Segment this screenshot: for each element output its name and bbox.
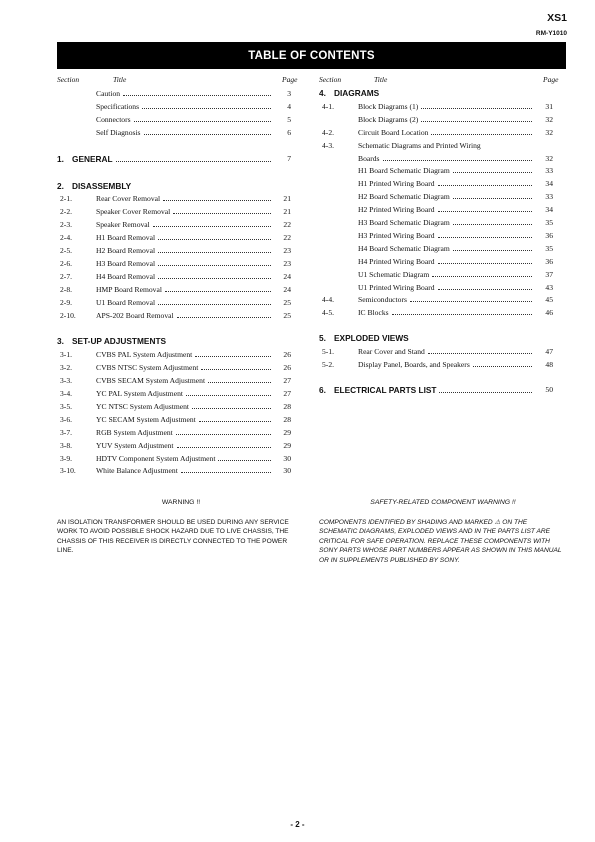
page-number-cell: 46	[545, 308, 553, 318]
dot-leader	[176, 428, 271, 435]
page-number-cell: 48	[545, 360, 553, 369]
subsection-number: 3-4.	[60, 389, 73, 398]
toc-entry-title: Speaker Cover Removal	[96, 207, 171, 217]
toc-entry-title: Rear Cover and Stand	[358, 347, 425, 357]
subsection-number: 2-10.	[60, 310, 76, 320]
dot-leader	[473, 360, 532, 367]
subsection-number: 2-5.	[60, 246, 73, 255]
toc-entry-title: Caution	[96, 89, 121, 98]
subsection-number: 5-2.	[322, 360, 335, 369]
toc-entry-title: H4 Board Removal	[96, 271, 156, 281]
dot-leader	[438, 205, 532, 212]
page-number-cell: 26	[283, 363, 291, 373]
subsection-number: 3-6.	[60, 414, 73, 424]
page-number-cell: 30	[283, 466, 291, 476]
right-section-header: Section	[319, 75, 342, 84]
page-number-cell: 4	[287, 101, 291, 111]
page-number-cell: 31	[545, 101, 553, 111]
subsection-number: 3-10.	[60, 466, 76, 476]
toc-entry-title: H3 Printed Wiring Board	[358, 230, 435, 240]
dot-leader	[218, 454, 271, 461]
page-number-cell: 6	[287, 127, 291, 137]
toc-entry-title: H2 Printed Wiring Board	[358, 205, 435, 215]
subsection-number: 3-8.	[60, 440, 73, 450]
dot-leader	[432, 270, 532, 277]
page-number-cell: 43	[545, 282, 553, 292]
section-number: 5.	[319, 333, 326, 344]
section-heading: GENERAL	[72, 153, 113, 164]
page-number-cell: 32	[545, 114, 553, 124]
toc-entry-title: H4 Printed Wiring Board	[358, 256, 435, 266]
dot-leader	[192, 402, 271, 409]
toc-entry-title: YC PAL System Adjustment	[96, 389, 183, 398]
page-number-cell: 24	[283, 284, 291, 294]
page-number-cell: 29	[283, 427, 291, 437]
right-page-header: Page	[543, 75, 559, 84]
toc-entry-title: Rear Cover Removal	[96, 194, 161, 204]
dot-leader	[431, 128, 532, 135]
page-number: - 2 -	[290, 820, 305, 829]
toc-entry-title: YC NTSC System Adjustment	[96, 401, 190, 411]
dot-leader	[392, 308, 532, 315]
subsection-number: 2-2.	[60, 207, 73, 217]
subsection-number: 4-5.	[322, 308, 335, 318]
page-number-cell: 24	[283, 271, 291, 281]
toc-entry-title: H2 Board Schematic Diagram	[358, 192, 450, 202]
toc-entry-title: H1 Printed Wiring Board	[358, 179, 435, 189]
page-number-cell: 36	[545, 256, 553, 266]
dot-leader	[134, 115, 271, 122]
toc-entry-title: CVBS SECAM System Adjustment	[96, 376, 206, 386]
page-number-cell: 27	[283, 389, 291, 398]
toc-entry-title: IC Blocks	[358, 308, 389, 318]
toc-entry-title: H2 Board Removal	[96, 246, 156, 255]
dot-leader	[158, 298, 271, 305]
toc-entry-title: Speaker Removal	[96, 220, 150, 230]
toc-entry-title: RGB System Adjustment	[96, 427, 173, 437]
toc-entry-title: Schematic Diagrams and Printed Wiring	[358, 140, 481, 150]
page-number-cell: 37	[545, 269, 553, 279]
page-number-cell: 26	[283, 350, 291, 360]
dot-leader	[116, 155, 271, 162]
dot-leader	[453, 244, 532, 251]
subsection-number: 4-4.	[322, 295, 335, 305]
section-number: 3.	[57, 336, 64, 347]
subsection-number: 5-1.	[322, 347, 335, 357]
page-number-cell: 28	[283, 401, 291, 411]
toc-entry-title: HMP Board Removal	[96, 284, 162, 294]
page-number-cell: 27	[283, 376, 291, 386]
toc-entry-title: H3 Board Schematic Diagram	[358, 218, 450, 227]
page-number-cell: 33	[545, 166, 553, 176]
subsection-number: 2-9.	[60, 297, 73, 307]
page-number-cell: 23	[283, 246, 291, 255]
toc-entry-title: U1 Schematic Diagram	[358, 269, 430, 279]
toc-entry-title: HDTV Component System Adjustment	[96, 453, 216, 463]
safety-warning-text: COMPONENTS IDENTIFIED BY SHADING AND MARKED ⚠ ON THE SCHEMATIC DIAGRAMS, EXPLODED VIEWS AND IN THE PARTS LIST ARE CRITICAL FOR SAFE OPERATION. REPLACE THESE COMPONENTS WITH SONY PARTS WHOSE PART NUMBERS APPEAR AS SHOWN IN THIS MANUAL OR IN SUPPLEMENTS PUBLISHED BY SONY.	[319, 519, 562, 564]
section-heading: DIAGRAMS	[334, 88, 380, 98]
dot-leader	[123, 89, 271, 96]
dot-leader	[438, 179, 532, 186]
toc-entry-title: H4 Board Schematic Diagram	[358, 243, 450, 253]
section-heading: ELECTRICAL PARTS LIST	[334, 384, 437, 395]
page-number-cell: 25	[283, 297, 291, 307]
subsection-number: 3-2.	[60, 363, 73, 373]
page-number-cell: 45	[545, 295, 553, 305]
toc-title-bar	[57, 42, 566, 69]
subsection-number: 2-8.	[60, 284, 73, 294]
toc-entry-title: APS-202 Board Removal	[96, 310, 174, 320]
page-number-cell: 21	[283, 194, 291, 204]
dot-leader	[421, 115, 532, 122]
dot-leader	[181, 466, 271, 473]
model-name: XS1	[547, 12, 567, 24]
subsection-number: 3-1.	[60, 350, 73, 360]
section-number: 4.	[319, 88, 326, 98]
section-number: 2.	[57, 180, 64, 191]
dot-leader	[186, 389, 271, 396]
page-number-cell: 32	[545, 127, 553, 137]
dot-leader	[177, 441, 272, 448]
section-heading: SET-UP ADJUSTMENTS	[72, 336, 167, 347]
dot-leader	[410, 295, 532, 302]
warning-text: AN ISOLATION TRANSFORMER SHOULD BE USED DURING ANY SERVICE WORK TO AVOID POSSIBLE SHOCK HAZARD DUE TO LIVE CHASSIS, THE CHASSIS OF THIS RECEIVER IS DIRECTLY CONNECTED TO THE POWER LINE.	[57, 519, 289, 555]
dot-leader	[142, 102, 271, 109]
toc-entry-title: Specifications	[96, 101, 140, 111]
page-number-cell: 30	[283, 453, 291, 463]
dot-leader	[439, 386, 532, 393]
dot-leader	[438, 283, 532, 290]
page-number-cell: 28	[283, 414, 291, 424]
dot-leader	[158, 259, 271, 266]
dot-leader	[195, 350, 271, 357]
toc-entry-title: U1 Board Removal	[96, 297, 156, 307]
section-heading: DISASSEMBLY	[72, 180, 132, 191]
page-number-cell: 36	[545, 230, 553, 240]
dot-leader	[153, 220, 271, 227]
warning-title: WARNING !!	[161, 499, 201, 506]
dot-leader	[173, 207, 271, 214]
toc-entry-title: YUV System Adjustment	[96, 440, 174, 450]
subsection-number: 3-3.	[60, 376, 73, 386]
toc-title: TABLE OF CONTENTS	[248, 49, 375, 62]
section-heading: EXPLODED VIEWS	[334, 333, 409, 344]
page-number-cell: 33	[545, 192, 553, 202]
section-number: 1.	[57, 153, 64, 164]
dot-leader	[199, 415, 271, 422]
subsection-number: 4-2.	[322, 127, 335, 137]
left-section-header: Section	[57, 75, 80, 84]
subsection-number: 4-3.	[322, 140, 335, 150]
dot-leader	[208, 376, 271, 383]
page-number-cell: 47	[545, 347, 553, 357]
subsection-number: 2-7.	[60, 271, 73, 281]
dot-leader	[421, 102, 532, 109]
page-number-cell: 5	[287, 114, 291, 124]
page-number-cell: 35	[545, 243, 553, 253]
page-number-cell: 22	[283, 233, 291, 243]
toc-entry-title: H1 Board Schematic Diagram	[358, 166, 450, 176]
left-page-header: Page	[282, 75, 298, 84]
dot-leader	[165, 285, 271, 292]
page-number-cell: 29	[283, 440, 291, 450]
page-number-cell: 7	[287, 153, 291, 163]
dot-leader	[438, 257, 532, 264]
left-title-header: Title	[113, 75, 127, 84]
dot-leader	[453, 218, 532, 225]
toc-entry-title: White Balance Adjustment	[96, 466, 178, 476]
subsection-number: 2-3.	[60, 220, 73, 230]
subsection-number: 3-7.	[60, 427, 73, 437]
subsection-number: 2-4.	[60, 233, 73, 243]
dot-leader	[453, 192, 532, 199]
page-number-cell: 35	[545, 218, 553, 227]
page-number-cell: 3	[287, 89, 291, 98]
dot-leader	[383, 154, 532, 161]
toc-entry-title: Block Diagrams (1)	[358, 101, 419, 111]
toc-entry-title: CVBS PAL System Adjustment	[96, 350, 193, 360]
dot-leader	[158, 246, 271, 253]
dot-leader	[428, 347, 532, 354]
toc-entry-title: H3 Board Removal	[96, 258, 156, 268]
subsection-number: 3-5.	[60, 401, 73, 411]
toc-entry-title: Semiconductors	[358, 295, 407, 305]
page-number-cell: 21	[283, 207, 291, 217]
toc-entry-title: Self Diagnosis	[96, 127, 141, 137]
toc-entry-title: CVBS NTSC System Adjustment	[96, 363, 199, 373]
safety-warning-title: SAFETY-RELATED COMPONENT WARNING !!	[370, 499, 516, 506]
page-number-cell: 25	[283, 310, 291, 320]
page-number-cell: 50	[545, 384, 553, 394]
page-number-cell: 23	[283, 258, 291, 268]
toc-entry-title: Connectors	[96, 114, 131, 124]
section-number: 6.	[319, 384, 326, 395]
dot-leader	[438, 231, 532, 238]
toc-entry-title: Boards	[358, 153, 380, 163]
dot-leader	[158, 272, 271, 279]
right-title-header: Title	[374, 75, 388, 84]
dot-leader	[177, 311, 271, 318]
page-number-cell: 34	[545, 205, 553, 215]
toc-entry-title: H1 Board Removal	[96, 233, 156, 243]
subsection-number: 4-1.	[322, 101, 335, 111]
toc-entry-title: Circuit Board Location	[358, 127, 429, 137]
dot-leader	[144, 128, 271, 135]
toc-entry-title: Block Diagrams (2)	[358, 114, 419, 124]
page-number-cell: 32	[545, 153, 553, 163]
toc-entry-title: U1 Printed Wiring Board	[358, 282, 435, 292]
subsection-number: 3-9.	[60, 453, 73, 463]
dot-leader	[158, 233, 271, 240]
remote-model: RM-Y1010	[535, 30, 567, 37]
page-number-cell: 34	[545, 179, 553, 189]
subsection-number: 2-1.	[60, 194, 73, 204]
toc-entry-title: Display Panel, Boards, and Speakers	[358, 360, 470, 369]
toc-entry-title: YC SECAM System Adjustment	[96, 414, 196, 424]
dot-leader	[201, 363, 271, 370]
dot-leader	[453, 166, 532, 173]
dot-leader	[163, 194, 271, 201]
subsection-number: 2-6.	[60, 258, 73, 268]
page-number-cell: 22	[283, 220, 291, 230]
